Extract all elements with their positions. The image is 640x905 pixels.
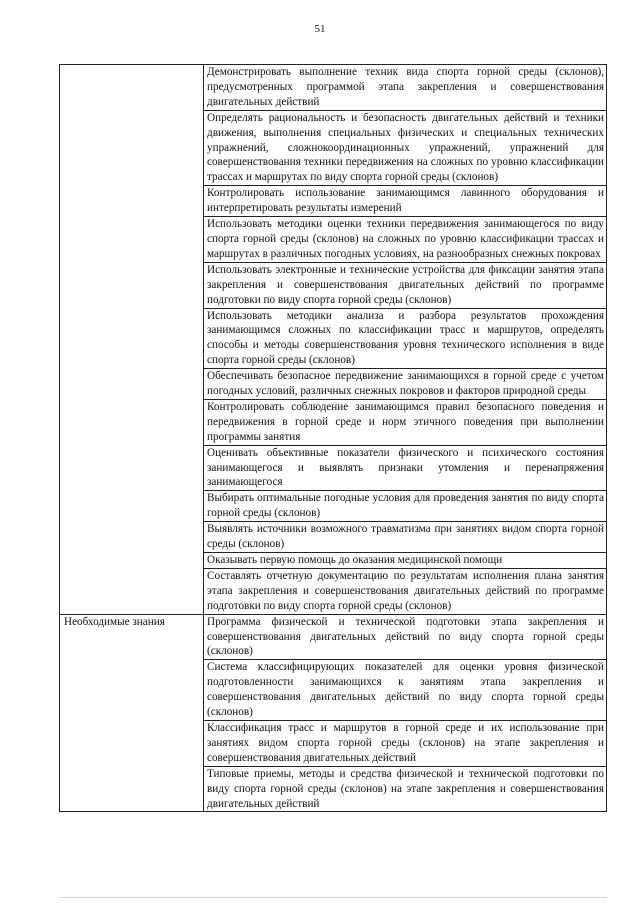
knowledge-cell: Программа физической и технической подготовки этапа закрепления и совершенствования двигательных действий по виду спорта горной среды (склонов) [204,614,607,660]
skill-cell: Составлять отчетную документацию по результатам исполнения плана занятия этапа закрепления и совершенствования двигательных действий по программе подготовки по виду спорта горной среды (склонов) [204,568,607,614]
table-row [60,65,607,111]
skill-cell: Демонстрировать выполнение техник вида спорта горной среды (склонов), предусмотренных программой этапа закрепления и совершенствования двигательных действий [204,65,607,111]
skill-cell: Определять рациональность и безопасность двигательных действий и техники движения, выполнения специальных физических и специальных технических упражнений, сложнокоординационных упражнений, упражнений для совершенствования техники передвижения на сложных по уровню классификации трассах и маршрутах по виду спорта горной среды (склонов) [204,110,607,186]
continuation-rule [59,897,607,898]
skill-cell: Обеспечивать безопасное передвижение занимающихся в горной среде с учетом погодных условий, различных снежных покровов и факторов природной среды [204,369,607,400]
table-row [60,614,607,660]
skill-cell: Выявлять источники возможного травматизма при занятиях видом спорта горной среды (склонов) [204,522,607,553]
skill-cell: Контролировать соблюдение занимающимся правил безопасного поведения и передвижения в горной среде и норм этичного поведения при выполнении программы занятия [204,399,607,445]
skill-cell: Оценивать объективные показатели физического и психического состояния занимающегося и выявлять признаки утомления и перенапряжения занимающегося [204,445,607,491]
skills-label-cell [60,65,204,615]
knowledge-cell: Типовые приемы, методы и средства физической и технической подготовки по виду спорта горной среды (склонов) на этапе закрепления и совершенствования двигательных действий [204,766,607,812]
knowledge-label-cell: Необходимые знания [60,614,204,812]
skill-cell: Использовать методики оценки техники передвижения занимающегося по виду спорта горной среды (склонов) на сложных по уровню классификации трассах и маршрутах в различных погодных условиях, на разнообразных снежных покровах [204,217,607,263]
knowledge-cell: Классификация трасс и маршрутов в горной среде и их использование при занятиях видом спорта горной среды (склонов) на этапе закрепления и совершенствования двигательных действий [204,720,607,766]
page-number: 51 [314,23,326,35]
skill-cell: Выбирать оптимальные погодные условия для проведения занятия по виду спорта горной среды (склонов) [204,491,607,522]
skill-cell: Использовать электронные и технические устройства для фиксации занятия этапа закрепления и совершенствования двигательных действий по программе подготовки по виду спорта горной среды (склонов) [204,262,607,308]
knowledge-cell: Система классифицирующих показателей для оценки уровня физической подготовленности занимающихся к занятиям этапа закрепления и совершенствования двигательных действий по виду спорта горной среды (склонов) [204,660,607,721]
skill-cell: Оказывать первую помощь до оказания медицинской помощи [204,553,607,569]
competency-table [59,64,607,812]
skill-cell: Контролировать использование занимающимся лавинного оборудования и интерпретировать результаты измерений [204,186,607,217]
skill-cell: Использовать методики анализа и разбора результатов прохождения занимающимся сложных по классификации трасс и маршрутов, определять способы и методы совершенствования уровня технического исполнения в виде спорта горной среды (склонов) [204,308,607,369]
